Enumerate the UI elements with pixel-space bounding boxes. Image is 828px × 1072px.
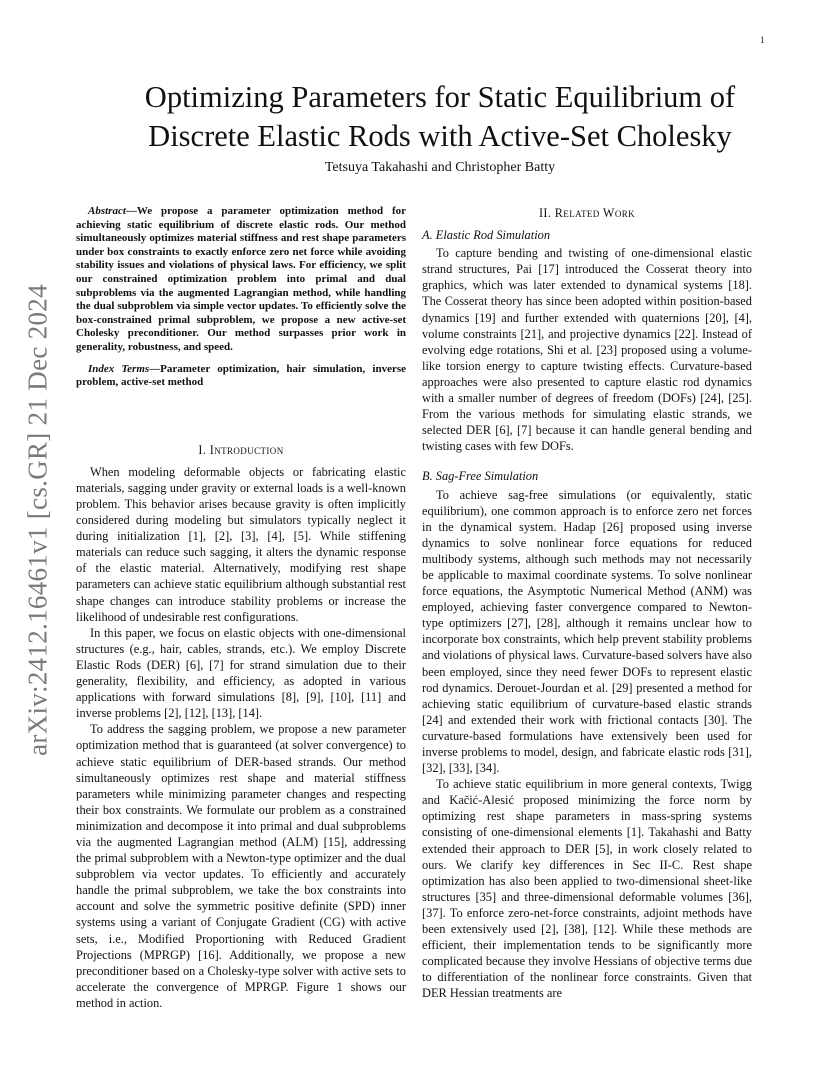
related-work-paragraph-a: To capture bending and twisting of one-dimensional elastic strand structures, Pai [17] introduced the Cosserat theory into graphics, which was later extended to dynamical systems [18]. The Cosserat theory has since been adopted within position-based dynamics [19] and further extended with quaternions [20], [4], volume constraints [21], and projective dynamics [22]. Instead of evolving edge rotations, Shi et al. [23] proposed using a volume-like torsion energy to capture twisting effects. Curvature-based approaches were also presented to capture elastic rod dynamics with a smaller number of degrees of freedom (DOFs) [24], [25]. From the various methods for simulating elastic strands, we selected DER [6], [7] because it can handle general bending and twisting cases with few DOFs. bbox=[422, 246, 752, 454]
arxiv-identifier-text: arXiv:2412.16461v1 [cs.GR] 21 Dec 2024 bbox=[22, 284, 53, 756]
intro-paragraph-2: In this paper, we focus on elastic objects with one-dimensional structures (e.g., hair, cables, strands, etc.). We employ Discrete Elastic Rods (DER) [6], [7] for strand simulation due to their generality, flexibility, and efficiency, as adopted in various applications with forward simulations [8], [9], [10], [11] and inverse problems [2], [12], [13], [14]. bbox=[76, 625, 406, 721]
intro-paragraph-3: To address the sagging problem, we propose a new parameter optimization method that is guaranteed (at solver convergence) to achieve static equilibrium of DER-based strands. Our method simultaneously optimizes rest shape and material stiffness parameters while minimizing parameter changes and respecting their box constraints. We formulate our problem as a constrained minimization and decompose it into primal and dual subproblems via the augmented Lagrangian method (ALM) [15], addressing the primal subproblem with a Newton-type optimizer and the dual subproblem via vector updates. To efficiently and accurately handle the primal subproblem, we take the box constraints into account and solve the symmetric positive definite (SPD) inner systems using a variant of Conjugate Gradient (CG) with active sets, i.e., Modified Proportioning with Reduced Gradient Projections (MPRGP) [16]. Additionally, we propose a new preconditioner based on a Cholesky-type solver with active sets to accelerate the convergence of MPRGP. Figure 1 shows our method in action. bbox=[76, 722, 406, 1010]
section-heading-related-work: II. Related Work bbox=[538, 206, 636, 220]
section-heading-introduction: I. Introduction bbox=[198, 442, 284, 457]
abstract bbox=[76, 205, 406, 355]
subsection-heading-sag-free: B. Sag-Free Simulation bbox=[422, 469, 539, 484]
index-terms-text: —Parameter optimization, hair simulation, inverse problem, active-set method bbox=[76, 362, 406, 389]
abstract-text: —We propose a parameter optimization method for achieving static equilibrium of discrete elastic rods. Our method simultaneously optimizes material stiffness and rest shape parameters under box constraints to exactly enforce zero net force while avoiding stability issues and violations of physical laws. For efficiency, we split our constrained optimization problem into primal and dual subproblems via the augmented Lagrangian method, while handling the dual subproblem via simple vector updates. To efficiently solve the box-constrained primal subproblem, we propose a new active-set Cholesky preconditioner. Our method surpasses prior work in generality, robustness, and speed. bbox=[76, 205, 406, 353]
page-number: 1 bbox=[760, 35, 765, 45]
intro-paragraph-1: When modeling deformable objects or fabricating elastic materials, sagging under gravity or external loads is a well-known problem. This behavior arises because gravity is often implicitly considered during modeling but simulators typically neglect it during initialization [1], [2], [3], [4], [5]. While stiffening materials can reduce such sagging, it alters the dynamic response of the elastic material. Alternatively, modifying rest shape parameters can achieve static equilibrium although substantial rest shape changes can introduce stability problems or increase the likelihood of undesirable rest configurations. bbox=[76, 464, 406, 624]
left-column bbox=[76, 205, 406, 1011]
title-line-1: Optimizing Parameters for Static Equilibrium of bbox=[144, 80, 736, 114]
index-terms-label: Index Terms bbox=[88, 362, 150, 375]
index-terms bbox=[76, 363, 406, 390]
abstract-label: Abstract bbox=[88, 205, 126, 217]
title-line-2: Discrete Elastic Rods with Active-Set Cholesky bbox=[148, 119, 732, 153]
subsection-heading-elastic-rod: A. Elastic Rod Simulation bbox=[422, 228, 551, 243]
paper-title bbox=[60, 78, 820, 156]
related-work-paragraph-b2: To achieve static equilibrium in more general contexts, Twigg and Kačić-Alesić proposed minimizing the force norm by optimizing rest shape parameters in mass-spring systems consisting of one-dimensional elements [1]. Takahashi and Batty extended their approach to DER [5], in work closely related to ours. We clarify key differences in Sec II-C. Rest shape optimization has also been applied to two-dimensional sheet-like structures [35] and three-dimensional deformable volumes [36], [37]. To enforce zero-net-force constraints, adjoint methods have been extensively used [2], [38], [12]. While these methods are efficient, their implementation tends to be significantly more complicated because they involve Hessians of objective terms due to differentiation of the nonlinear force constraints. Given that DER Hessian treatments are bbox=[422, 777, 752, 1001]
related-work-paragraph-b1: To achieve sag-free simulations (or equivalently, static equilibrium), one common approach is to enforce zero net forces in the dynamical system. Hadap [26] proposed using inverse dynamics to solve nonlinear force equations for reduced multibody systems, although such methods may not necessarily be applicable to maximal coordinate systems. To solve nonlinear force equations, the Asymptotic Numerical Method (ANM) was employed, achieving faster convergence compared to Newton-type optimizers [27], [28], although it remains unclear how to incorporate box constraints, which help prevent stability problems and violations of physical laws. Curvature-based solvers have also been employed, since they need fewer DOFs to represent elastic rod dynamics. Derouet-Jourdan et al. [29] presented a method for achieving static equilibrium of curvature-based elastic strands [24] and extended their work with frictional contacts [30]. The curvature-based formulations have extensively been used for inverse problems to model, design, and fabricate elastic rods [31], [32], [33], [34]. bbox=[422, 487, 752, 776]
right-column bbox=[422, 205, 752, 1002]
authors: Tetsuya Takahashi and Christopher Batty bbox=[324, 160, 556, 175]
